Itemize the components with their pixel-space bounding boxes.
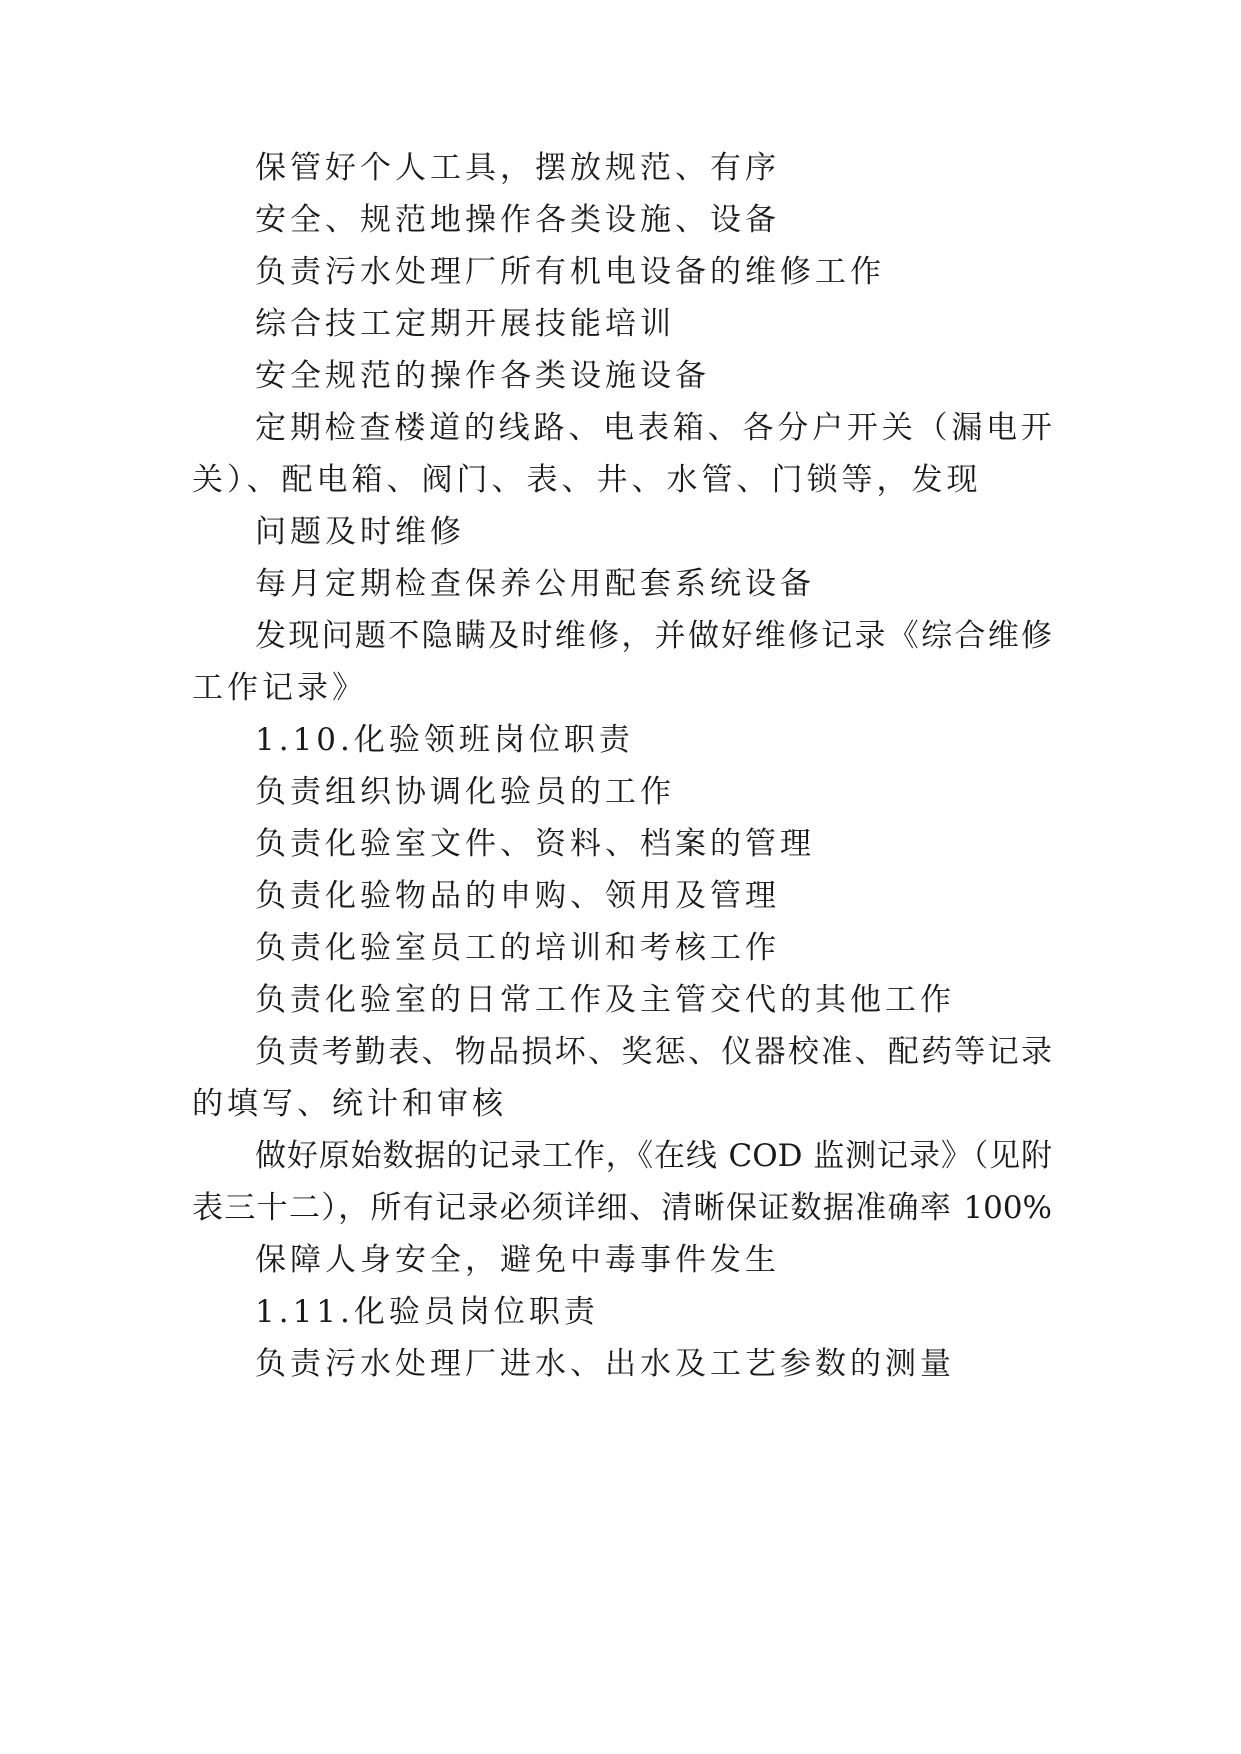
- text-line: 负责考勤表、物品损坏、奖惩、仪器校准、配药等记录: [255, 1034, 1052, 1070]
- section-heading: 1.10.化验领班岗位职责: [255, 722, 634, 758]
- text-line: 做好原始数据的记录工作，《在线 COD 监测记录》（见附: [255, 1138, 1052, 1174]
- text-line: 负责化验物品的申购、领用及管理: [255, 878, 780, 914]
- text-line: 保障人身安全，避免中毒事件发生: [255, 1242, 780, 1278]
- text-line: 负责污水处理厂进水、出水及工艺参数的测量: [255, 1346, 955, 1382]
- text-line: 保管好个人工具，摆放规范、有序: [255, 150, 780, 186]
- text-line: 表三十二），所有记录必须详细、清晰保证数据准确率 100%: [192, 1190, 1052, 1226]
- text-line: 负责化验室员工的培训和考核工作: [255, 930, 780, 966]
- text-line: 安全规范的操作各类设施设备: [255, 358, 710, 394]
- text-line: 工作记录》: [192, 670, 367, 706]
- text-line: 问题及时维修: [255, 514, 465, 550]
- text-line: 发现问题不隐瞒及时维修，并做好维修记录《综合维修: [255, 618, 1052, 654]
- text-line: 负责化验室的日常工作及主管交代的其他工作: [255, 982, 955, 1018]
- text-line: 安全、规范地操作各类设施、设备: [255, 202, 780, 238]
- text-line: 综合技工定期开展技能培训: [255, 306, 675, 342]
- text-line: 的填写、统计和审核: [192, 1086, 507, 1122]
- section-heading: 1.11.化验员岗位职责: [255, 1294, 599, 1330]
- text-line: 关）、配电箱、阀门、表、井、水管、门锁等，发现: [192, 462, 982, 498]
- text-line: 负责污水处理厂所有机电设备的维修工作: [255, 254, 885, 290]
- text-line: 每月定期检查保养公用配套系统设备: [255, 566, 815, 602]
- text-line: 定期检查楼道的线路、电表箱、各分户开关（漏电开: [255, 410, 1052, 446]
- text-line: 负责化验室文件、资料、档案的管理: [255, 826, 815, 862]
- text-line: 负责组织协调化验员的工作: [255, 774, 675, 810]
